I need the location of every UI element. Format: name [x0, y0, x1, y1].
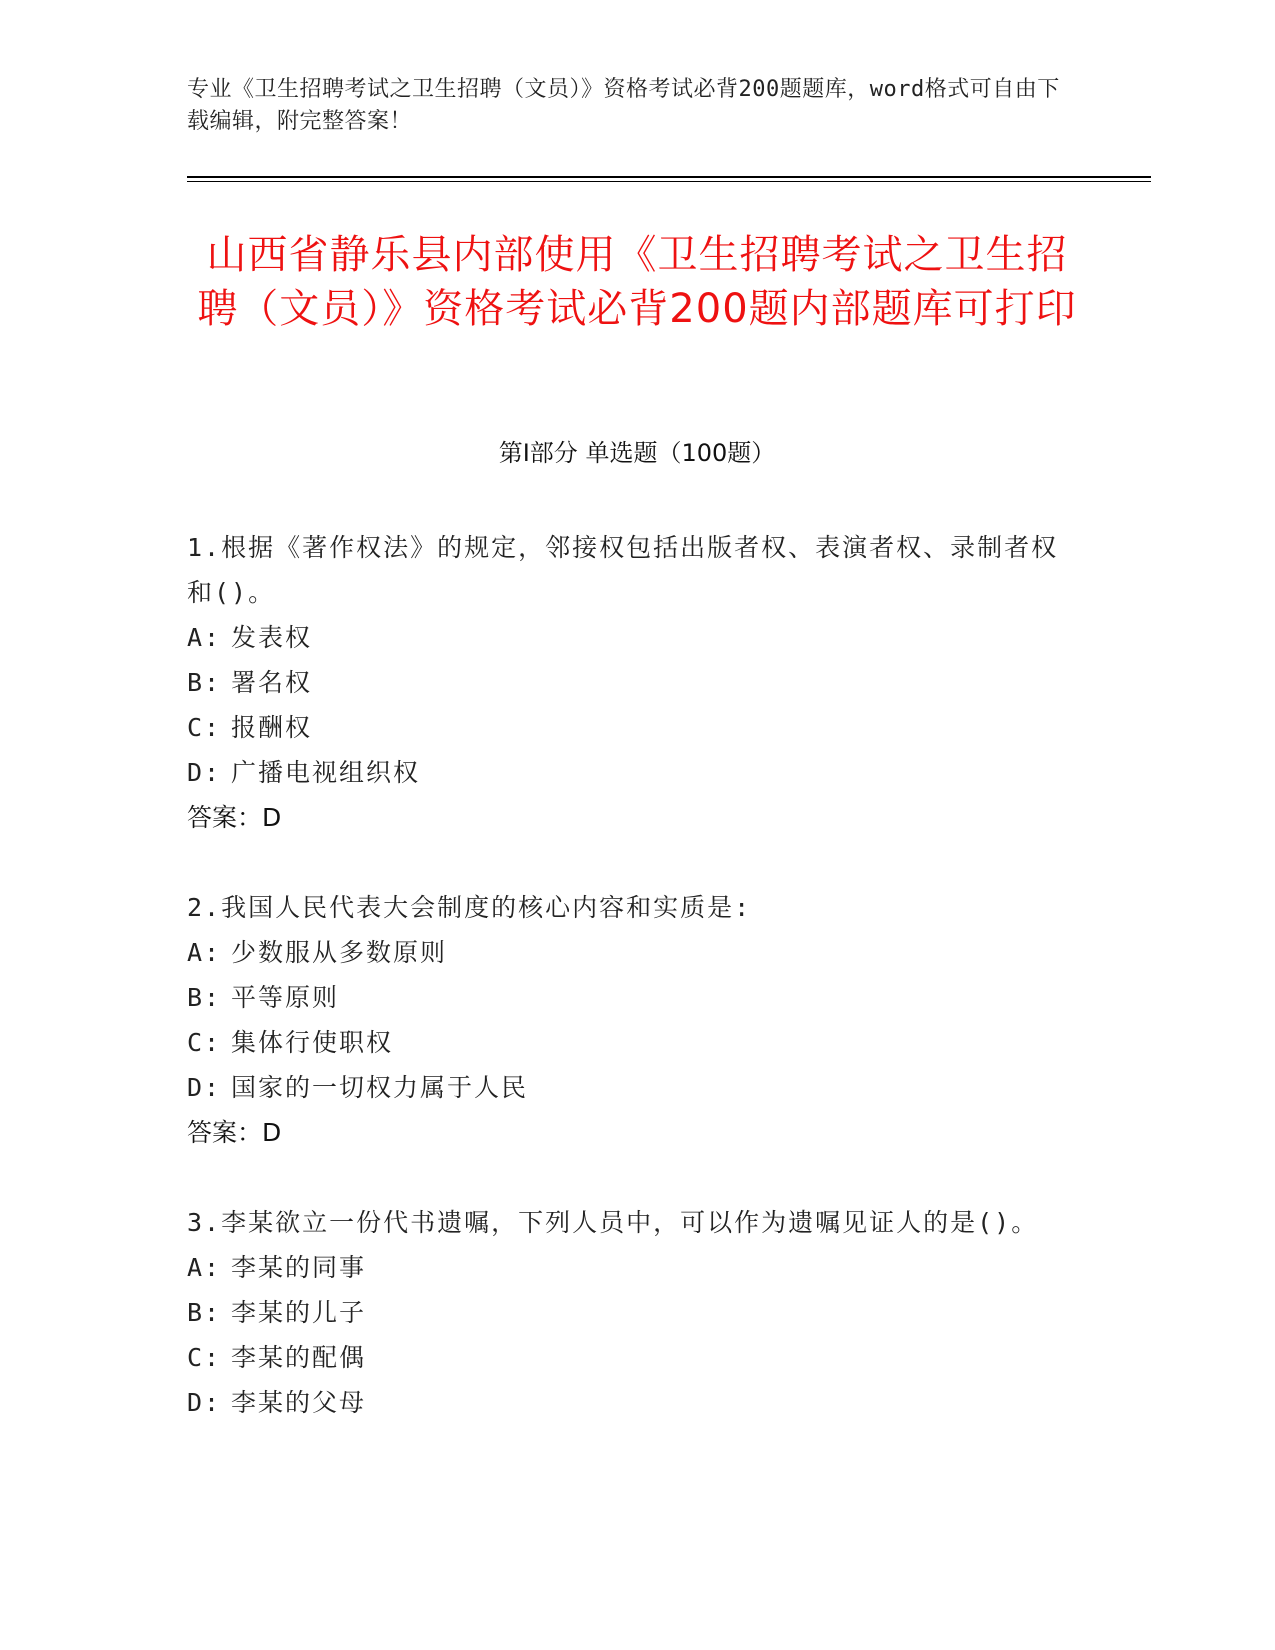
option-row — [187, 1065, 1067, 1110]
option-text: 集体行使职权 — [231, 1028, 394, 1057]
option-row — [187, 660, 1067, 705]
option-letter: B: — [187, 1298, 222, 1327]
option-letter: B: — [187, 668, 222, 697]
option-letter: D: — [187, 758, 222, 787]
question-list — [187, 525, 1067, 1470]
answer-line: 答案：D — [187, 1118, 282, 1147]
option-text: 李某的儿子 — [231, 1298, 367, 1327]
header-rule-thin — [187, 181, 1151, 182]
option-row — [187, 1020, 1067, 1065]
section-heading: 第I部分 单选题（100题） — [498, 439, 776, 467]
option-text: 李某的父母 — [231, 1388, 367, 1417]
option-letter: A: — [187, 938, 222, 967]
option-letter: C: — [187, 713, 222, 742]
option-letter: D: — [187, 1073, 222, 1102]
answer-line: 答案：D — [187, 803, 282, 832]
question-item — [187, 1200, 1067, 1425]
option-row — [187, 1380, 1067, 1425]
option-letter: D: — [187, 1388, 222, 1417]
question-text: 2.我国人民代表大会制度的核心内容和实质是: — [187, 893, 752, 922]
option-text: 发表权 — [231, 623, 313, 652]
option-letter: B: — [187, 983, 222, 1012]
option-row — [187, 930, 1067, 975]
option-row — [187, 750, 1067, 795]
option-text: 国家的一切权力属于人民 — [231, 1073, 529, 1102]
option-text: 少数服从多数原则 — [231, 938, 448, 967]
option-row — [187, 975, 1067, 1020]
option-text: 署名权 — [231, 668, 313, 697]
option-letter: A: — [187, 623, 222, 652]
option-row — [187, 1290, 1067, 1335]
option-text: 李某的同事 — [231, 1253, 367, 1282]
header-rule-thick — [187, 176, 1151, 178]
document-title: 山西省静乐县内部使用《卫生招聘考试之卫生招聘（文员）》资格考试必背200题内部题库可打印 — [197, 232, 1077, 332]
option-text: 广播电视组织权 — [231, 758, 421, 787]
question-item — [187, 525, 1067, 840]
question-text: 3.李某欲立一份代书遗嘱，下列人员中，可以作为遗嘱见证人的是()。 — [187, 1208, 1039, 1237]
question-item — [187, 885, 1067, 1155]
option-letter: A: — [187, 1253, 222, 1282]
option-row — [187, 615, 1067, 660]
option-row — [187, 705, 1067, 750]
option-text: 报酬权 — [231, 713, 313, 742]
question-text: 1.根据《著作权法》的规定，邻接权包括出版者权、表演者权、录制者权和()。 — [187, 533, 1059, 607]
option-row — [187, 1335, 1067, 1380]
option-letter: C: — [187, 1343, 222, 1372]
option-letter: C: — [187, 1028, 222, 1057]
option-text: 李某的配偶 — [231, 1343, 367, 1372]
option-text: 平等原则 — [231, 983, 340, 1012]
header-note: 专业《卫生招聘考试之卫生招聘（文员）》资格考试必背200题题库，word格式可自由下载编辑，附完整答案！ — [187, 77, 1060, 134]
option-row — [187, 1245, 1067, 1290]
